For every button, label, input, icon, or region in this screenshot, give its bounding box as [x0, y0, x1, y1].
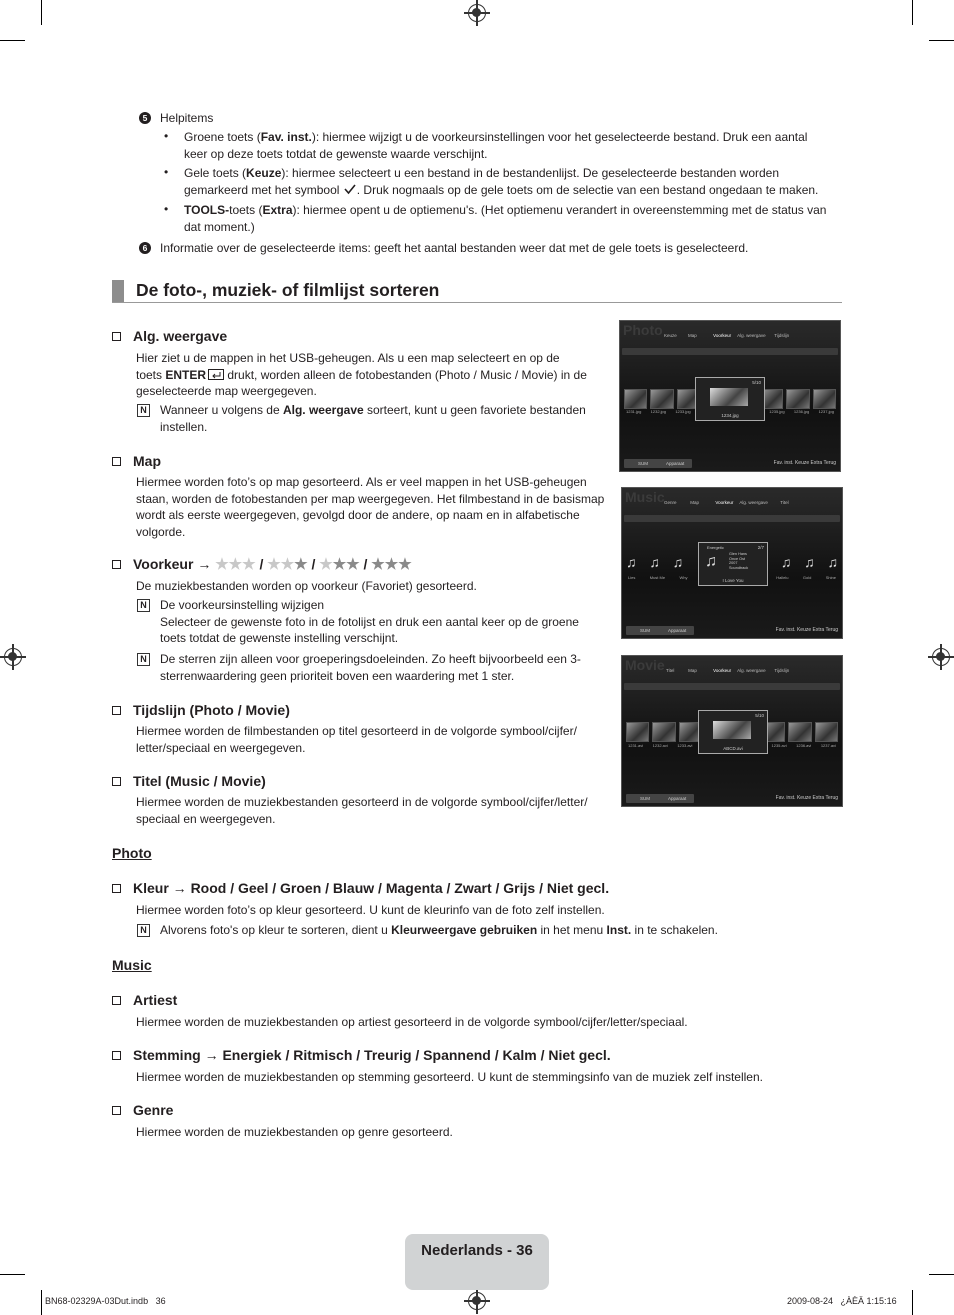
heading-genre: Genre — [112, 1102, 173, 1118]
sort-tabs: Titel Map Voorkeur Alg. weergave Tijdslijn — [666, 668, 790, 673]
thumbnail — [626, 722, 649, 742]
checkbox-square-icon — [112, 332, 121, 341]
bullet-icon: • — [164, 202, 169, 216]
music-labels: Lies Must Me Why Hallelu Gold Shine — [628, 575, 836, 580]
note-icon: N — [137, 924, 150, 937]
music-note-icon: ♫ — [626, 554, 637, 570]
focused-item: 5/10 1234.jpg — [695, 377, 765, 421]
music-note-icon: ♫ — [649, 554, 660, 570]
crop-mark — [0, 40, 25, 41]
screen-title: Movie — [625, 657, 665, 673]
registration-mark-icon — [468, 1292, 486, 1310]
enter-key-icon — [208, 369, 224, 380]
heading-voorkeur: Voorkeur → ★★★ / ★★★ / ★★★ / ★★★ — [112, 556, 412, 572]
heading-artiest: Artiest — [112, 992, 177, 1008]
artiest-text: Hiermee worden de muziekbestanden op artiest gesorteerd in de volgorde symbool/cijfer/letter/speciaal. — [136, 1015, 688, 1029]
crop-mark — [41, 1290, 42, 1315]
crop-mark — [912, 0, 913, 25]
checkbox-square-icon — [112, 457, 121, 466]
star-filled-icon: ★ — [346, 556, 360, 573]
star-empty-icon: ★ — [242, 556, 256, 573]
registration-mark-icon — [932, 648, 950, 666]
page-number: Nederlands - 36 — [421, 1242, 533, 1259]
screenshot-movie-list — [621, 655, 843, 807]
screen-title: Photo — [623, 322, 663, 338]
heading-map: Map — [112, 453, 161, 469]
stemming-text: Hiermee worden de muziekbestanden op stemming gesorteerd. U kunt de stemmingsinfo van de muziek zelf instellen. — [136, 1070, 763, 1084]
music-note-icon: ♫ — [705, 553, 717, 570]
heading-alg-weergave: Alg. weergave — [112, 328, 227, 344]
voorkeur-note-1: De voorkeursinstelling wijzigen Selecteer de gewenste foto in de fotolijst en druk een aantal keer op de groene toets totdat de gewenste instelling verschijnt. — [160, 598, 579, 646]
thumbnail — [650, 389, 673, 409]
checkbox-square-icon — [112, 884, 121, 893]
music-note-icon: ♫ — [780, 554, 792, 570]
star-empty-icon: ★ — [267, 556, 281, 573]
group-bar — [624, 683, 840, 690]
star-empty-icon: ★ — [280, 556, 295, 573]
thumbnail — [815, 722, 838, 742]
helpitems-info: Informatie over de geselecteerde items: geeft het aantal bestanden weer dat met de gele toets is geselecteerd. — [160, 241, 749, 255]
print-date: 2009-08-24 ¿ÀÈÄ 1:15:16 — [787, 1296, 897, 1306]
music-note-icon: ♫ — [827, 554, 838, 570]
help-tools-key: TOOLS-toets (Extra): hiermee opent u de optiemenu's. (Het optiemenu verandert in overeenstemming met de status van dat moment.) — [184, 203, 827, 234]
star-filled-icon: ★ — [332, 556, 347, 573]
thumbnail — [624, 389, 647, 409]
star-filled-icon: ★ — [294, 556, 308, 573]
checkbox-square-icon — [112, 1051, 121, 1060]
alg-weergave-note: Wanneer u volgens de Alg. weergave sorteert, kunt u geen favoriete bestanden instellen. — [160, 403, 586, 434]
genre-text: Hiermee worden de muziekbestanden op genre gesorteerd. — [136, 1125, 453, 1139]
track-meta: Glen Hans Once Ost 2007 Soundtrack — [729, 552, 749, 570]
bullet-icon: • — [164, 129, 169, 143]
star-filled-icon: ★ — [398, 556, 412, 573]
group-bar — [624, 515, 840, 522]
focused-item: 5/10 ABCD.avi — [698, 710, 768, 754]
sort-tabs: Genre Map Voorkeur Alg. weergave Titel — [664, 500, 789, 505]
voorkeur-note-2: De sterren zijn alleen voor groeperingsdoeleinden. Zo heeft bijvoorbeeld een 3- sterrenwaardering geen prioriteit boven een waardering met 1 ster. — [160, 652, 581, 683]
screen-title: Music — [625, 489, 665, 505]
checkmark-icon — [343, 183, 357, 195]
bullet-icon: • — [164, 165, 169, 179]
item-number-6: 6 — [139, 242, 151, 254]
tijdslijn-text: Hiermee worden de filmbestanden op titel gesorteerd in de volgorde symbool/cijfer/ letter/speciaal en weergegeven. — [136, 724, 577, 755]
checkbox-square-icon — [112, 996, 121, 1005]
map-text: Hiermee worden foto’s op map gesorteerd. Als er veel mappen in het USB-geheugen staan, worden de fotobestanden per map weergegeven. Het filmbestand in de basismap wordt als eerste weergegeven, gevolgd door de andere, op naam en in alfabetische volgorde. — [136, 475, 605, 539]
note-icon: N — [137, 404, 150, 417]
thumbnail — [652, 722, 675, 742]
screen-footer: SUM Apparaat Fav. inst. Keuze Extra Terug — [622, 459, 838, 468]
subheading-music: Music — [112, 957, 152, 973]
screen-footer: SUM Apparaat Fav. inst. Keuze Extra Terug — [624, 626, 840, 635]
alg-weergave-text: Hier ziet u de mappen in het USB-geheugen. Als u een map selecteert en op de toets ENTER drukt, worden alleen de fotobestanden (Photo / Music / Movie) in de geselecteerde map weergegeven. — [136, 351, 587, 399]
crop-mark — [912, 1290, 913, 1315]
kleur-note: Alvorens foto's op kleur te sorteren, dient u Kleurweergave gebruiken in het menu Inst. in te schakelen. — [160, 923, 718, 937]
thumbnail-labels: 1231.jpg 1232.jpg 1233.jpg 1235.jpg 1236.jpg 1237.jpg — [626, 409, 834, 414]
checkbox-square-icon — [112, 1106, 121, 1115]
titel-text: Hiermee worden de muziekbestanden gesorteerd in de volgorde symbool/cijfer/letter/ speciaal en weergegeven. — [136, 795, 588, 826]
section-marker — [112, 280, 124, 302]
thumbnail — [788, 722, 811, 742]
crop-mark — [0, 1274, 25, 1275]
star-filled-icon: ★ — [371, 556, 385, 573]
note-icon: N — [137, 653, 150, 666]
focused-item: Energetic 2/7 ♫ Glen Hans Once Ost 2007 Soundtrack I Love You — [698, 542, 768, 586]
thumbnail — [813, 389, 836, 409]
star-filled-icon: ★ — [384, 556, 399, 573]
crop-mark — [929, 1274, 954, 1275]
kleur-text: Hiermee worden foto’s op kleur gesorteerd. U kunt de kleurinfo van de foto zelf instellen. — [136, 903, 605, 917]
crop-mark — [41, 0, 42, 25]
heading-kleur: Kleur → Rood / Geel / Groen / Blauw / Magenta / Zwart / Grijs / Niet gecl. — [112, 880, 609, 896]
registration-mark-icon — [4, 648, 22, 666]
checkbox-square-icon — [112, 560, 121, 569]
help-green-key: Groene toets (Fav. inst.): hiermee wijzigt u de voorkeursinstellingen voor het geselecteerde bestand. Druk een aantal keer op deze toets totdat de gewenste waarde verschijnt. — [184, 130, 808, 161]
print-file-name: BN68-02329A-03Dut.indb 36 — [45, 1296, 166, 1306]
heading-stemming: Stemming → Energiek / Ritmisch / Treurig / Spannend / Kalm / Niet gecl. — [112, 1047, 611, 1063]
thumbnail — [786, 389, 809, 409]
subheading-photo: Photo — [112, 845, 152, 861]
star-empty-icon: ★ — [215, 556, 229, 573]
checkbox-square-icon — [112, 777, 121, 786]
section-rule — [112, 302, 842, 303]
section-title: De foto-, muziek- of filmlijst sorteren — [136, 280, 440, 300]
star-empty-icon: ★ — [228, 556, 243, 573]
voorkeur-text: De muziekbestanden worden op voorkeur (Favoriet) gesorteerd. — [136, 579, 477, 593]
star-empty-icon: ★ — [319, 556, 333, 573]
registration-mark-icon — [468, 4, 486, 22]
music-note-icon: ♫ — [804, 554, 815, 570]
heading-titel: Titel (Music / Movie) — [112, 773, 266, 789]
screenshot-photo-list — [619, 320, 841, 472]
group-bar — [622, 348, 838, 355]
item-number-5: 5 — [139, 112, 151, 124]
heading-tijdslijn: Tijdslijn (Photo / Movie) — [112, 702, 290, 718]
crop-mark — [929, 40, 954, 41]
note-icon: N — [137, 599, 150, 612]
screenshot-music-list — [621, 487, 843, 639]
thumbnail-labels: 1231.avi 1232.avi 1233.avi 1235.avi 1236.avi 1237.avi — [628, 743, 836, 748]
helpitems-title: Helpitems — [160, 111, 214, 125]
help-yellow-key: Gele toets (Keuze): hiermee selecteert u een bestand in de bestandenlijst. De geselecteerde bestanden worden gemarkeerd met het symbool . Druk nogmaals op de gele toets om de selectie van een bestand ongedaan te maken. — [184, 166, 819, 197]
screen-footer: SUM Apparaat Fav. inst. Keuze Extra Terug — [624, 794, 840, 803]
sort-tabs: Keuze Map Voorkeur Alg. weergave Tijdslijn — [664, 333, 790, 338]
music-note-icon: ♫ — [672, 554, 684, 570]
checkbox-square-icon — [112, 706, 121, 715]
